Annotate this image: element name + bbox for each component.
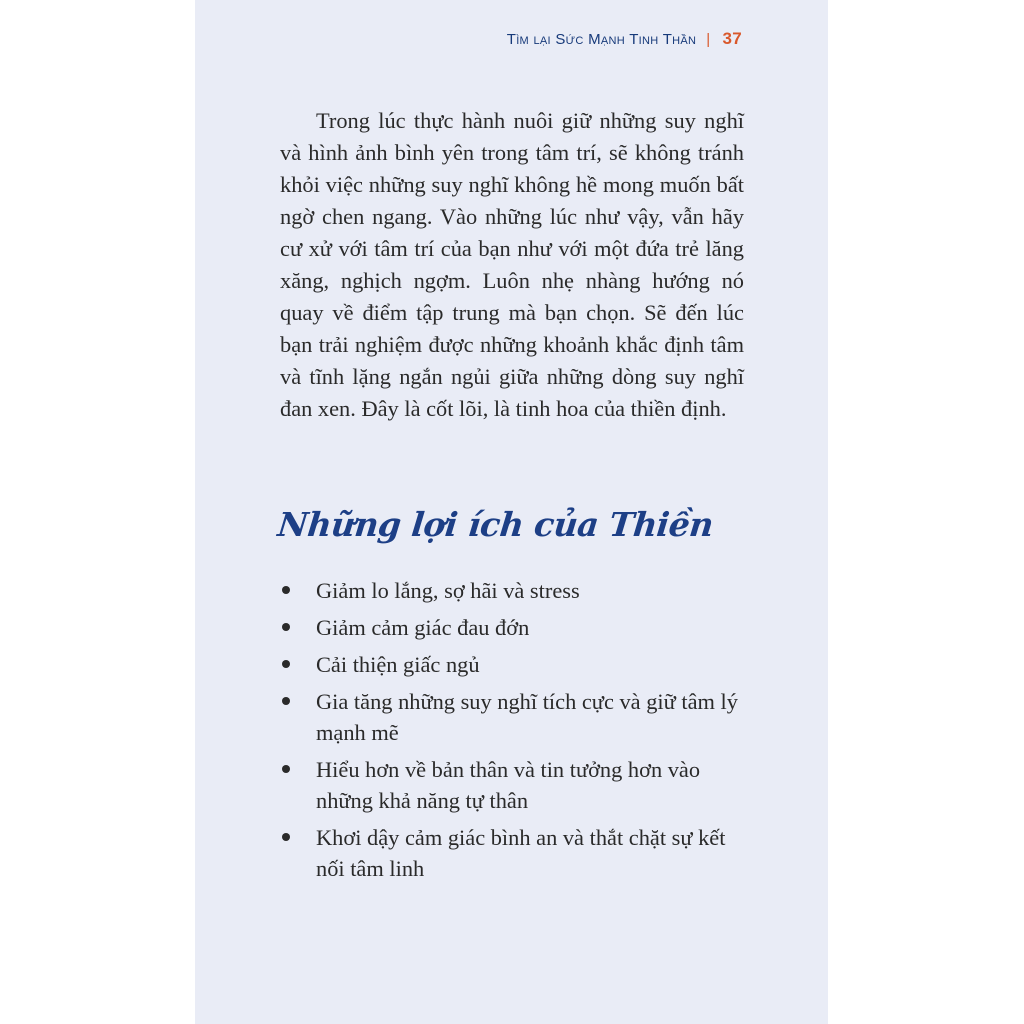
list-item-text: Khơi dậy cảm giác bình an và thắt chặt sự kết nối tâm linh	[316, 825, 726, 881]
list-item	[280, 686, 750, 748]
list-item	[280, 822, 750, 884]
body-paragraph: Trong lúc thực hành nuôi giữ những suy nghĩ và hình ảnh bình yên trong tâm trí, sẽ không tránh khỏi việc những suy nghĩ không hề mong muốn bất ngờ chen ngang. Vào những lúc như vậy, vẫn hãy cư xử với tâm trí của bạn như với một đứa trẻ lăng xăng, nghịch ngợm. Luôn nhẹ nhàng hướng nó quay về điểm tập trung mà bạn chọn. Sẽ đến lúc bạn trải nghiệm được những khoảnh khắc định tâm và tĩnh lặng ngắn ngủi giữa những dòng suy nghĩ đan xen. Đây là cốt lõi, là tinh hoa của thiền định.	[280, 108, 744, 421]
list-item-text: Giảm cảm giác đau đớn	[316, 615, 530, 640]
header-separator: |	[706, 30, 711, 48]
list-item	[280, 575, 750, 606]
list-item-text: Cải thiện giấc ngủ	[316, 652, 480, 677]
section-title: Những lợi ích của Thiền	[275, 505, 715, 544]
bullet-icon	[282, 697, 290, 705]
bullet-icon	[282, 765, 290, 773]
running-title: Tìm lại Sức Mạnh Tinh Thần	[506, 30, 697, 48]
list-item	[280, 754, 750, 816]
bullet-icon	[282, 660, 290, 668]
list-item-text: Gia tăng những suy nghĩ tích cực và giữ tâm lý mạnh mẽ	[316, 689, 738, 745]
bullet-icon	[282, 623, 290, 631]
list-item-text: Hiểu hơn về bản thân và tin tưởng hơn vào những khả năng tự thân	[316, 757, 701, 813]
bullet-icon	[282, 586, 290, 594]
list-item	[280, 649, 750, 680]
bullet-icon	[282, 833, 290, 841]
benefits-list	[280, 575, 750, 890]
list-item-text: Giảm lo lắng, sợ hãi và stress	[316, 578, 580, 603]
book-page	[195, 0, 828, 1024]
running-header	[507, 29, 742, 49]
page-number: 37	[722, 29, 742, 48]
list-item	[280, 612, 750, 643]
